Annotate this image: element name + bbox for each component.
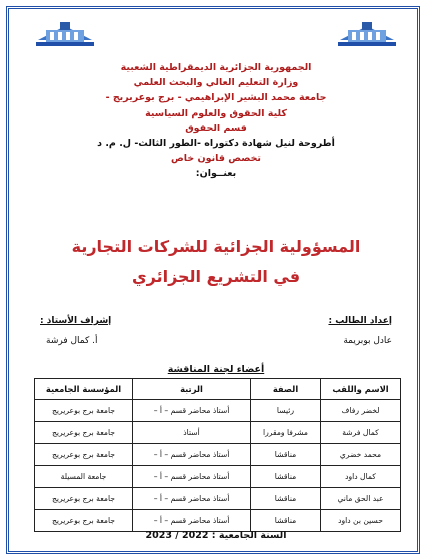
member-role: رئيسا [251, 400, 321, 422]
member-role: مشرفا ومقررا [251, 422, 321, 444]
member-institution: جامعة برج بوعريريج [35, 422, 133, 444]
academic-year: السنة الجامعية : 2022 / 2023 [145, 530, 287, 541]
member-name: محمد خضري [321, 444, 401, 466]
student-name: عادل بوبريمة [343, 336, 392, 346]
thesis-title-line-1: المسؤولية الجزائية للشركات التجارية [71, 237, 361, 256]
university-logo-left [34, 18, 96, 48]
title-intro-line: بعنــوان: [195, 168, 237, 180]
member-institution: جامعة المسيلة [35, 466, 133, 488]
member-rank: أستاذ محاضر قسم – أ – [133, 488, 251, 510]
committee-table [34, 378, 401, 532]
header-role: الصفة [251, 379, 321, 400]
member-name: حسين بن داود [321, 510, 401, 532]
member-rank: أستاذ محاضر قسم – أ – [133, 510, 251, 532]
table-row [35, 422, 401, 444]
member-rank: أستاذ محاضر قسم – أ – [133, 400, 251, 422]
header-institution: المؤسسة الجامعية [35, 379, 133, 400]
member-role: مناقشا [251, 444, 321, 466]
member-role: مناقشا [251, 488, 321, 510]
member-rank: أستاذ [133, 422, 251, 444]
member-rank: أستاذ محاضر قسم – أ – [133, 466, 251, 488]
table-row [35, 488, 401, 510]
member-rank: أستاذ محاضر قسم – أ – [133, 444, 251, 466]
supervisor-name: أ. كمال فرشة [46, 336, 98, 346]
university-logo-right [336, 18, 398, 48]
ministry-line: وزارة التعليم العالي والبحث العلمي [133, 77, 299, 89]
header-rank: الرتبة [133, 379, 251, 400]
member-role: مناقشا [251, 510, 321, 532]
table-row [35, 510, 401, 532]
faculty-line: كلية الحقوق والعلوم السياسية [145, 107, 287, 119]
department-line: قسم الحقوق [185, 122, 247, 134]
header-name: الاسم واللقب [321, 379, 401, 400]
member-name: كمال داود [321, 466, 401, 488]
member-name: عبد الحق ماني [321, 488, 401, 510]
member-institution: جامعة برج بوعريريج [35, 444, 133, 466]
committee-title: أعضاء لجنة المناقشة [167, 364, 265, 375]
document-header [0, 60, 432, 182]
republic-line: الجمهورية الجزائرية الديمقراطية الشعبية [120, 62, 312, 73]
table-row [35, 466, 401, 488]
member-name: لخضر رفاف [321, 400, 401, 422]
thesis-title-line-2: في التشريع الجزائري [131, 267, 301, 286]
thesis-title [0, 232, 432, 292]
specialty-line: تخصص قانون خاص [171, 153, 261, 165]
member-role: مناقشا [251, 466, 321, 488]
thesis-type-line: أطروحة لنيل شهادة دكتوراه -الطور الثالث- ل. م. د [97, 138, 335, 150]
table-row [35, 444, 401, 466]
member-institution: جامعة برج بوعريريج [35, 510, 133, 532]
university-line: جامعة محمد البشير الإبراهيمي - برج بوعريريج - [105, 92, 327, 104]
table-header-row [35, 379, 401, 400]
prepared-by-label: إعداد الطالب : [328, 316, 392, 326]
table-row [35, 400, 401, 422]
member-institution: جامعة برج بوعريريج [35, 488, 133, 510]
member-institution: جامعة برج بوعريريج [35, 400, 133, 422]
member-name: كمال فرشة [321, 422, 401, 444]
supervisor-label: إشراف الأستاذ : [40, 316, 112, 326]
